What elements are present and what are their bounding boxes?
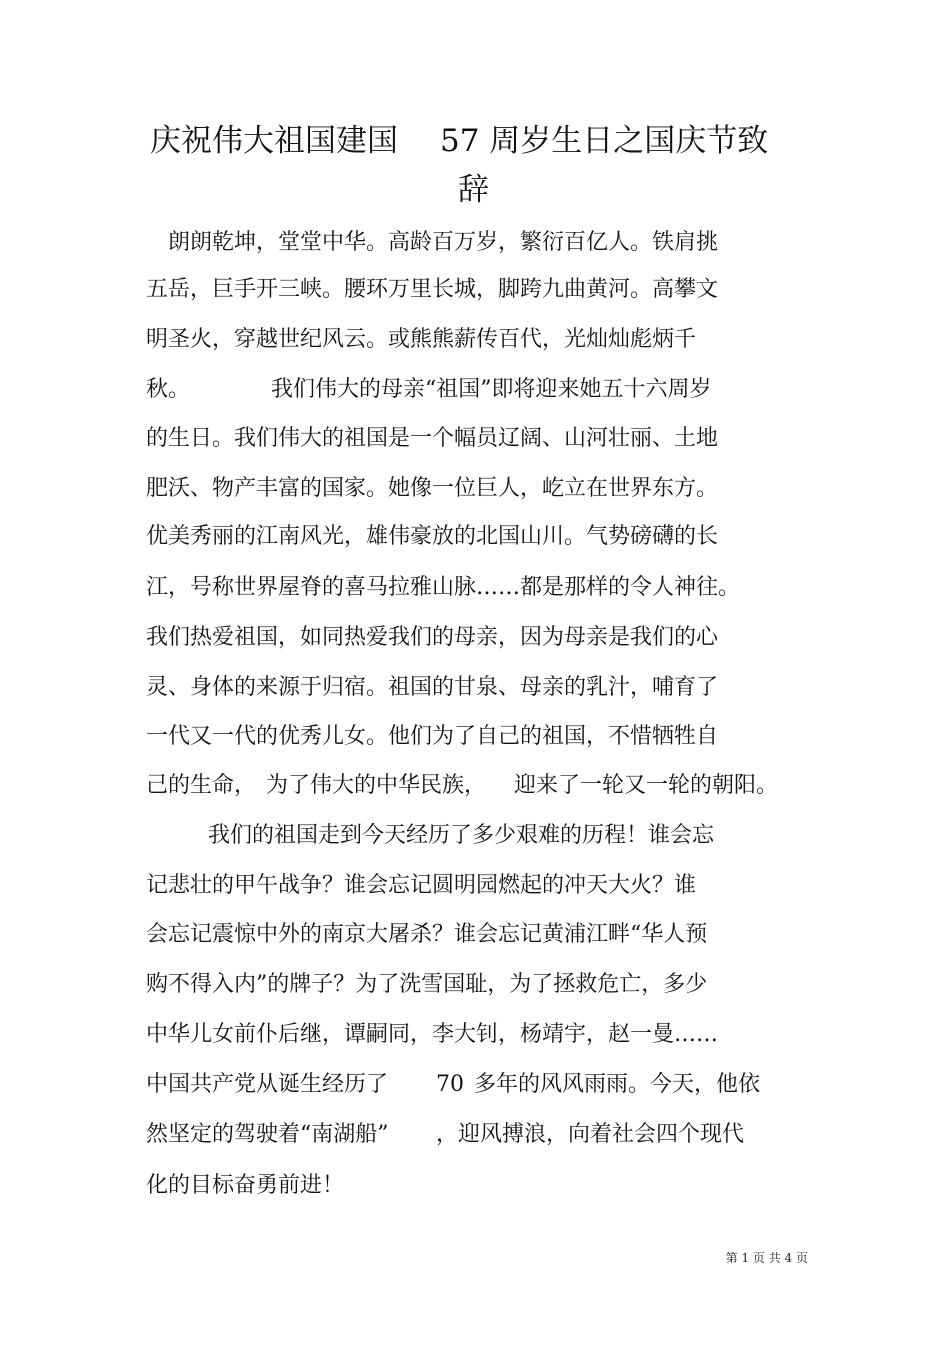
body-line	[146, 325, 696, 355]
text-segment: 记悲壮的甲午战争？谁会忘记圆明园燃起的冲天大火？谁	[146, 873, 697, 898]
body-line	[146, 771, 806, 801]
text-segment: 灵、身体的来源于归宿。祖国的甘泉、母亲的乳汁，哺育了	[146, 675, 719, 700]
text-segment: 中华儿女前仆后继，谭嗣同，李大钊，杨靖宇，赵一曼……	[146, 1022, 719, 1047]
title-line1-part2: 57 周岁生日之国庆节致	[440, 123, 769, 159]
body-line	[146, 375, 786, 405]
title-line1-part1: 庆祝伟大祖国建国	[150, 123, 398, 159]
body-line	[146, 1171, 344, 1201]
text-segment: 一代又一代的优秀儿女。他们为了自己的祖国，不惜牺牲自	[146, 724, 719, 749]
page-footer: 第 1 页 共 4 页	[725, 1251, 808, 1265]
body-line	[146, 1070, 786, 1100]
text-segment: 的生日。我们伟大的祖国是一个幅员辽阔、山河壮丽、土地	[146, 426, 719, 451]
body-line	[146, 424, 718, 454]
text-segment: 我们的祖国走到今天经历了多少艰难的历程！谁会忘	[208, 823, 715, 848]
text-segment: 化的目标奋勇前进！	[146, 1173, 345, 1198]
body-line	[146, 275, 718, 305]
text-segment: 迎来了一轮又一轮的朝阳。	[514, 773, 779, 798]
text-segment: 明圣火，穿越世纪风云。或熊熊薪传百代，光灿灿彪炳千	[146, 327, 697, 352]
text-segment: 江，号称世界屋脊的喜马拉雅山脉……都是那样的令人神往。	[146, 575, 741, 600]
body-line	[146, 673, 718, 703]
document-title-line2	[458, 172, 489, 208]
body-line	[146, 573, 740, 603]
text-segment: 我们伟大的母亲“祖国”即将迎来她五十六周岁	[271, 377, 712, 402]
body-line	[146, 1120, 786, 1150]
text-segment: 己的生命，	[146, 773, 257, 798]
body-line	[146, 623, 718, 653]
text-segment: 然坚定的驾驶着“南湖船”	[146, 1122, 389, 1147]
body-line	[146, 871, 696, 901]
text-segment: 五岳，巨手开三峡。腰环万里长城，脚跨九曲黄河。高攀文	[146, 277, 719, 302]
text-segment: 购不得入内”的牌子？为了洗雪国耻，为了拯救危亡，多少	[146, 972, 708, 997]
text-segment: 朗朗乾坤，堂堂中华。高龄百万岁，繁衍百亿人。铁肩挑	[168, 230, 719, 255]
body-line	[146, 522, 718, 552]
body-line	[208, 821, 714, 851]
text-segment: 为了伟大的中华民族，	[266, 773, 487, 798]
body-line	[146, 970, 707, 1000]
text-segment: 秋。	[146, 377, 191, 402]
body-line	[146, 474, 718, 504]
body-line	[146, 1020, 718, 1050]
body-line	[146, 920, 707, 950]
text-segment: 优美秀丽的江南风光，雄伟豪放的北国山川。气势磅礴的长	[146, 524, 719, 549]
text-segment: 中国共产党从诞生经历了	[146, 1072, 389, 1097]
body-line	[168, 228, 718, 258]
text-segment: 会忘记震惊中外的南京大屠杀？谁会忘记黄浦江畔“华人预	[146, 922, 708, 947]
text-segment: 多年的风风雨雨。今天，他依	[474, 1072, 761, 1097]
document-title	[0, 123, 950, 163]
text-segment: 肥沃、物产丰富的国家。她像一位巨人，屹立在世界东方。	[146, 476, 719, 501]
title-line2: 辞	[458, 172, 489, 208]
text-segment: 我们热爱祖国，如同热爱我们的母亲，因为母亲是我们的心	[146, 625, 719, 650]
text-segment: ，迎风搏浪，向着社会四个现代	[436, 1122, 745, 1147]
body-line	[146, 722, 718, 752]
text-segment: 70	[436, 1072, 464, 1097]
